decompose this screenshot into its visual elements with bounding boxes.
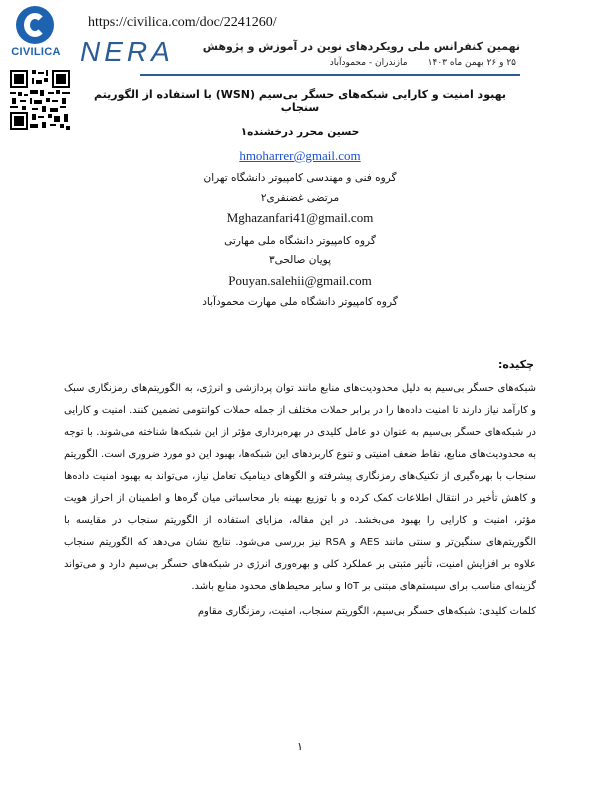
author-affiliation-1: گروه فنی و مهندسی کامپیوتر دانشگاه تهران: [203, 172, 397, 184]
author-email-link-1[interactable]: hmoharrer@gmail.com: [239, 148, 361, 163]
civilica-logo-text: CIVILICA: [11, 46, 61, 58]
author-name-1: حسین محرر درخشنده۱: [240, 126, 360, 138]
conference-banner: [80, 36, 520, 80]
qr-code: [8, 68, 72, 132]
banner-divider: [140, 74, 520, 76]
author-email-1[interactable]: [80, 148, 520, 164]
author-name-2: مرتضی غضنفری۲: [260, 192, 340, 204]
conference-date-place: [330, 58, 516, 68]
page-number: ۱: [297, 740, 303, 753]
conference-date: ۲۵ و ۲۶ بهمن ماه ۱۴۰۳: [427, 58, 516, 68]
paper-title: بهبود امنیت و کارایی شبکه‌های حسگر بی‌سیم (WSN) با استفاده از الگوریتم سنجاب: [94, 88, 506, 114]
conference-brand: NERA: [80, 36, 174, 67]
conference-name: نهمین کنفرانس ملی رویکردهای نوین در آموزش و پژوهش: [202, 40, 520, 53]
author-name-3: پویان صالحی۳: [268, 254, 331, 266]
author-email-3: Pouyan.salehii@gmail.com: [228, 273, 372, 288]
author-affiliation-2: گروه کامپیوتر دانشگاه ملی مهارتی: [224, 235, 376, 247]
keywords: کلمات کلیدی: شبکه‌های حسگر بی‌سیم، الگوریتم سنجاب، امنیت، رمزنگاری مقاوم: [197, 606, 536, 617]
author-affiliation-3: گروه کامپیوتر دانشگاه ملی مهارت محمودآباد: [202, 296, 398, 308]
abstract-body: شبکه‌های حسگر بی‌سیم به دلیل محدودیت‌های منابع مانند توان پردازشی و انرژی، به الگوریتم‌های رمزنگاری سبک و کارآمد نیاز دارند تا امنیت داده‌ها را در برابر حملات مختلف از جمله حملات کوانتومی تضمین کنند. امنیت و کارایی در شبکه‌های حسگر بی‌سیم به عنوان دو عامل کلیدی در بهره‌برداری مؤثر از این شبکه‌ها شناخته می‌شوند. با توجه به محدودیت‌های منابع، نقاط ضعف امنیتی و تنوع کاربردهای این شبکه‌ها، بهبود این دو مورد ضروری است. الگوریتم سنجاب با بهره‌گیری از تکنیک‌های رمزنگاری پیشرفته و الگوهای دینامیک تعامل نیاز، می‌تواند به بهبود امنیت داده‌ها و کاهش تأخیر در انتقال اطلاعات کمک کرده و با توزیع بهینه بار محاسباتی میان گره‌ها و اطمینان از احراز هویت مؤثر، امنیت و کارایی را بهبود می‌بخشد. در این مقاله، مزایای استفاده از الگوریتم سنجاب در مقایسه با الگوریتم‌های سنگین‌تر و سنتی مانند AES و RSA نیز بررسی می‌شود. نتایج نشان می‌دهد که الگوریتم سنجاب علاوه بر افزایش امنیت، تأثیر مثبتی بر عملکرد کلی و بهره‌وری انرژی در شبکه‌های حسگر بی‌سیم دارد و می‌تواند گزینه‌ای مناسب برای سیستم‌های مبتنی بر IoT و سایر محیط‌های محدود منابع باشد.: [64, 383, 536, 592]
civilica-logo: [6, 6, 60, 62]
abstract-heading: چکیده:: [497, 358, 534, 371]
author-email-2: Mghazanfari41@gmail.com: [226, 210, 374, 225]
conference-place: مازندران - محمودآباد: [329, 58, 408, 68]
document-url[interactable]: https://civilica.com/doc/2241260/: [88, 15, 277, 30]
